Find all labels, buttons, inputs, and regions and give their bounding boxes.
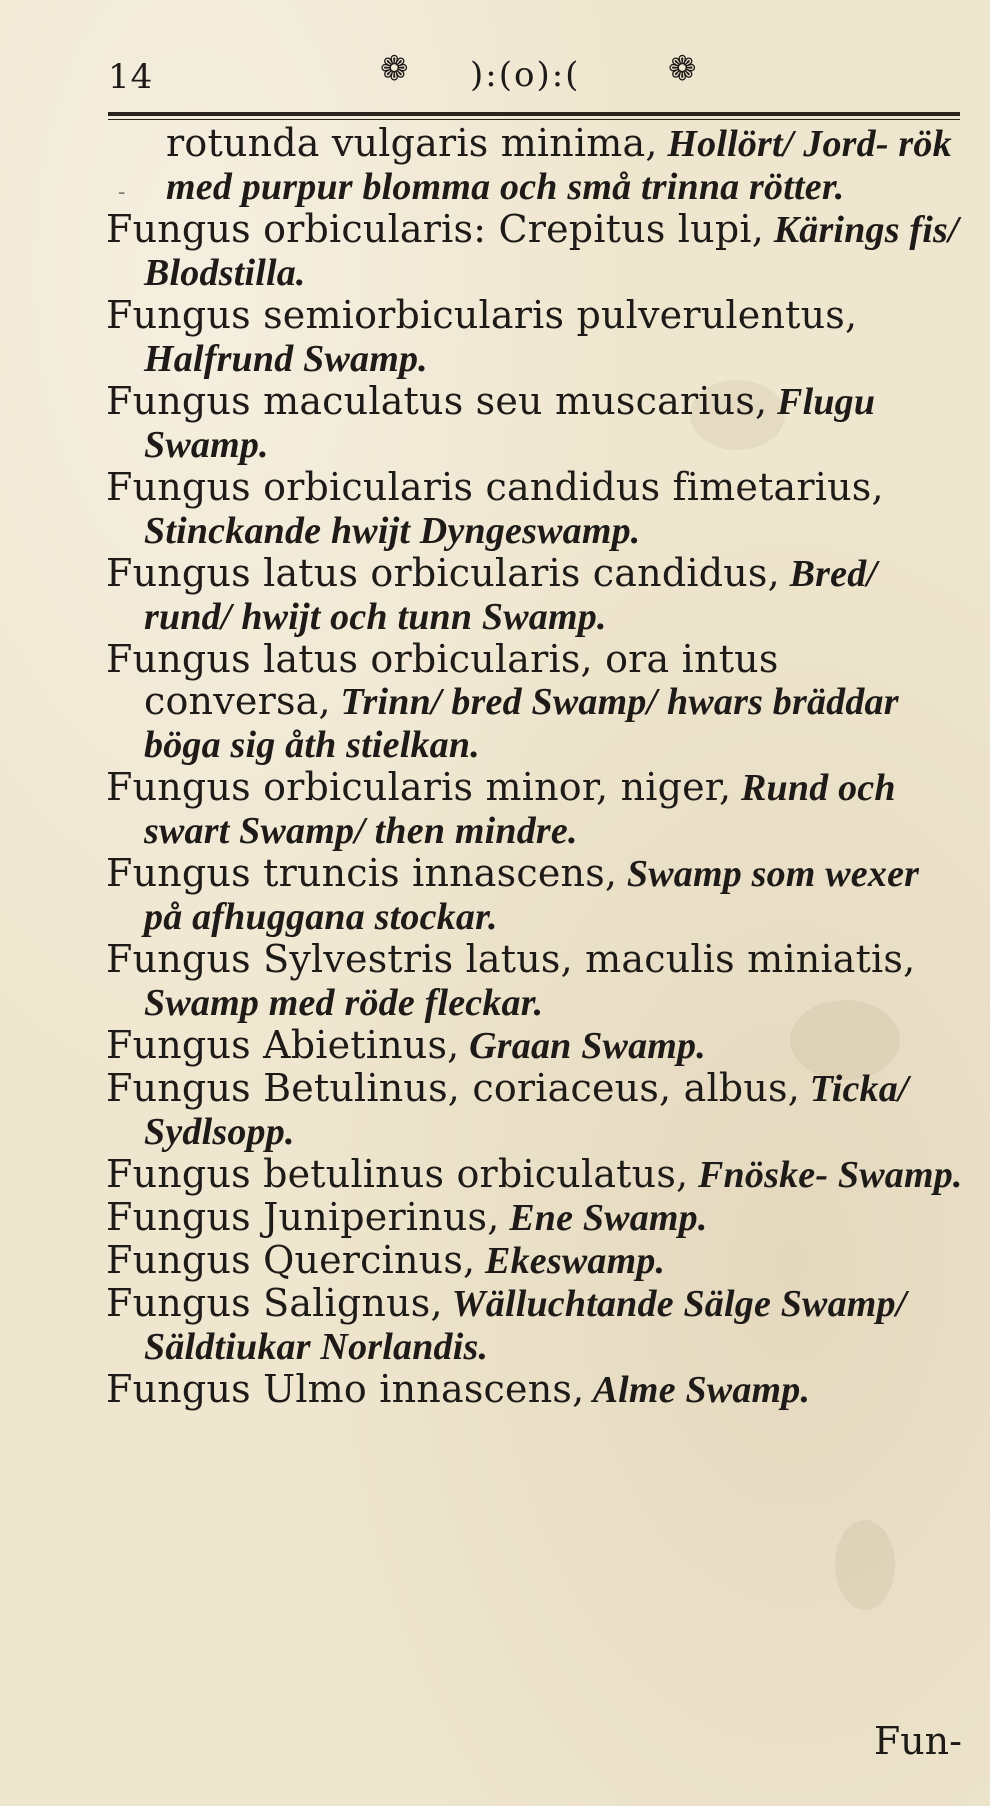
latin-name: Fungus latus orbicularis, ora intus conversa, bbox=[106, 637, 779, 723]
header-mark: ):(o):( bbox=[470, 55, 581, 95]
latin-name: Fungus orbicularis minor, niger, bbox=[106, 765, 732, 809]
latin-name: Fungus semiorbicularis pulverulentus, bbox=[106, 293, 858, 337]
list-item bbox=[106, 852, 966, 938]
vernacular-name: Kärings fis/ Blodstilla. bbox=[144, 209, 959, 294]
list-item bbox=[106, 1024, 966, 1067]
latin-name: Fungus orbicularis candidus fimetarius, bbox=[106, 465, 884, 509]
vernacular-name: Rund och swart Swamp/ then mindre. bbox=[144, 767, 896, 852]
flower-ornament-icon: ❁ bbox=[668, 49, 697, 89]
margin-mark: - bbox=[118, 180, 126, 205]
list-item bbox=[106, 638, 966, 766]
latin-name: Fungus betulinus orbiculatus, bbox=[106, 1152, 689, 1196]
vernacular-name: Halfrund Swamp. bbox=[144, 338, 428, 380]
latin-name: rotunda vulgaris minima, bbox=[166, 121, 658, 165]
list-item bbox=[106, 1368, 966, 1411]
vernacular-name: Swamp som wexer på afhuggana stockar. bbox=[144, 853, 920, 938]
latin-name: Fungus Sylvestris latus, maculis miniatis, bbox=[106, 937, 916, 981]
vernacular-name: Alme Swamp. bbox=[584, 1369, 811, 1411]
vernacular-name: Fnöske- Swamp. bbox=[688, 1154, 963, 1196]
entry-list bbox=[106, 122, 966, 1722]
latin-name: Fungus maculatus seu muscarius, bbox=[106, 379, 768, 423]
catchword: Fun- bbox=[873, 1719, 962, 1763]
header-rule-bottom bbox=[108, 119, 960, 120]
list-item bbox=[106, 1239, 966, 1282]
flower-ornament-icon: ❁ bbox=[380, 49, 409, 89]
latin-name: Fungus Juniperinus, bbox=[106, 1195, 500, 1239]
list-item bbox=[106, 1153, 966, 1196]
latin-name: Fungus Abietinus, bbox=[106, 1023, 460, 1067]
latin-name: Fungus latus orbicularis candidus, bbox=[106, 551, 780, 595]
list-item bbox=[106, 766, 966, 852]
list-item bbox=[106, 380, 966, 466]
latin-name: Fungus Salignus, bbox=[106, 1281, 443, 1325]
list-item bbox=[106, 1196, 966, 1239]
list-item bbox=[106, 938, 966, 1024]
list-item bbox=[106, 466, 966, 552]
list-item bbox=[106, 1067, 966, 1153]
list-item bbox=[106, 294, 966, 380]
page-header bbox=[108, 49, 963, 112]
vernacular-name: Hollört/ Jord- rök med purpur blomma och små trinna rötter. bbox=[166, 123, 952, 208]
vernacular-name: Ene Swamp. bbox=[499, 1197, 708, 1239]
list-item bbox=[106, 552, 966, 638]
vernacular-name: Graan Swamp. bbox=[459, 1025, 706, 1067]
list-item bbox=[106, 208, 966, 294]
vernacular-name: Ticka/ Sydlsopp. bbox=[144, 1068, 909, 1153]
list-item bbox=[106, 122, 966, 208]
header-rule-top bbox=[108, 112, 960, 116]
vernacular-name: Stinckande hwijt Dyngeswamp. bbox=[144, 510, 641, 552]
latin-name: Fungus orbicularis: Crepitus lupi, bbox=[106, 207, 764, 251]
page-number: 14 bbox=[108, 57, 154, 97]
latin-name: Fungus Quercinus, bbox=[106, 1238, 476, 1282]
vernacular-name: Flugu Swamp. bbox=[144, 381, 876, 466]
vernacular-name: Swamp med röde fleckar. bbox=[144, 982, 544, 1024]
vernacular-name: Bred/ rund/ hwijt och tunn Swamp. bbox=[144, 553, 878, 638]
vernacular-name: Ekeswamp. bbox=[475, 1240, 666, 1282]
vernacular-name: Wälluchtande Sälge Swamp/ Säldtiukar Norlandis. bbox=[144, 1283, 907, 1368]
vernacular-name: Trinn/ bred Swamp/ hwars bräddar böga sig åth stielkan. bbox=[144, 681, 899, 766]
latin-name: Fungus truncis innascens, bbox=[106, 851, 618, 895]
list-item bbox=[106, 1282, 966, 1368]
latin-name: Fungus Betulinus, coriaceus, albus, bbox=[106, 1066, 800, 1110]
latin-name: Fungus Ulmo innascens, bbox=[106, 1367, 585, 1411]
